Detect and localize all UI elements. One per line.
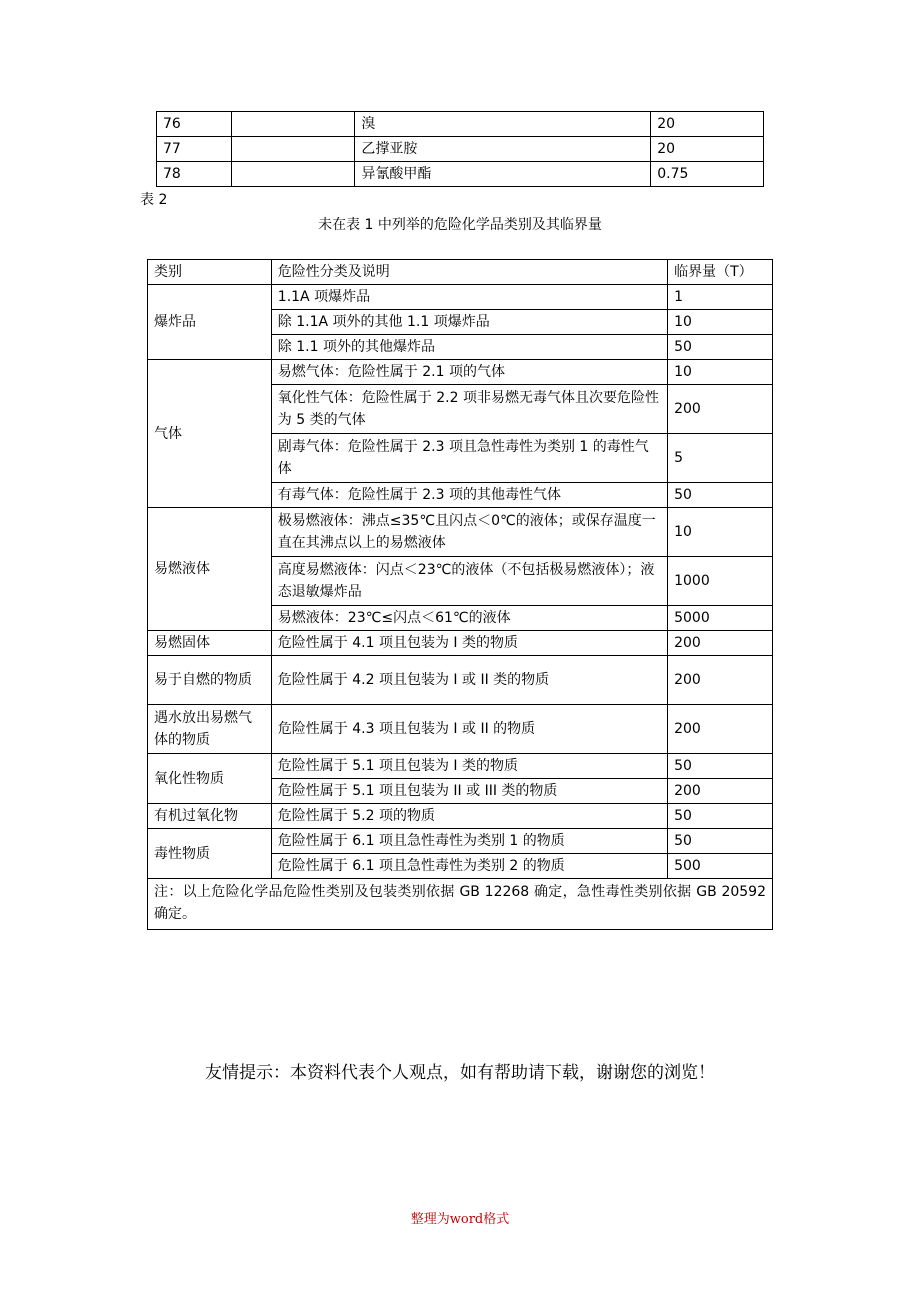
table-row — [148, 705, 773, 754]
threshold-value: 20 — [651, 112, 764, 137]
table-2-title: 未在表 1 中列举的危险化学品类别及其临界量 — [318, 217, 602, 233]
table-header-row — [148, 260, 773, 285]
threshold-cell: 500 — [668, 854, 773, 879]
description-cell: 易燃气体：危险性属于 2.1 项的气体 — [271, 360, 667, 385]
table-row — [157, 112, 764, 137]
description-cell: 危险性属于 5.2 项的物质 — [271, 804, 667, 829]
table-note: 注：以上危险化学品危险性类别及包装类别依据 GB 12268 确定，急性毒性类别依据 GB 20592 确定。 — [148, 879, 773, 930]
chemical-name: 异氰酸甲酯 — [355, 162, 651, 187]
threshold-cell: 50 — [668, 829, 773, 854]
category-cell: 气体 — [148, 360, 272, 508]
description-cell: 危险性属于 5.1 项且包装为 I 类的物质 — [271, 754, 667, 779]
row-number: 77 — [157, 137, 232, 162]
hazardous-chemicals-table-continued — [156, 111, 764, 187]
category-cell: 氧化性物质 — [148, 754, 272, 804]
threshold-cell: 50 — [668, 804, 773, 829]
category-cell: 爆炸品 — [148, 285, 272, 360]
empty-cell — [231, 137, 355, 162]
header-category: 类别 — [148, 260, 272, 285]
description-cell: 危险性属于 6.1 项且急性毒性为类别 1 的物质 — [271, 829, 667, 854]
description-cell: 除 1.1 项外的其他爆炸品 — [271, 335, 667, 360]
threshold-cell: 50 — [668, 483, 773, 508]
empty-cell — [231, 112, 355, 137]
description-cell: 危险性属于 5.1 项且包装为 II 或 III 类的物质 — [271, 779, 667, 804]
hazard-category-threshold-table — [147, 259, 773, 930]
table-row — [148, 656, 773, 705]
table-row — [148, 285, 773, 310]
table-row — [148, 508, 773, 557]
threshold-value: 0.75 — [651, 162, 764, 187]
threshold-cell: 10 — [668, 360, 773, 385]
description-cell: 剧毒气体：危险性属于 2.3 项且急性毒性为类别 1 的毒性气体 — [271, 434, 667, 483]
category-cell: 易燃液体 — [148, 508, 272, 631]
threshold-cell: 50 — [668, 335, 773, 360]
table-row — [148, 360, 773, 385]
description-cell: 高度易燃液体：闪点＜23℃的液体（不包括极易燃液体）；液态退敏爆炸品 — [271, 557, 667, 606]
table-row — [157, 137, 764, 162]
header-description: 危险性分类及说明 — [271, 260, 667, 285]
threshold-value: 20 — [651, 137, 764, 162]
row-number: 76 — [157, 112, 232, 137]
threshold-cell: 200 — [668, 631, 773, 656]
chemical-name: 乙撑亚胺 — [355, 137, 651, 162]
description-cell: 氧化性气体：危险性属于 2.2 项非易燃无毒气体且次要危险性为 5 类的气体 — [271, 385, 667, 434]
friendly-tip-text: 友情提示：本资料代表个人观点，如有帮助请下载，谢谢您的浏览！ — [205, 1063, 715, 1083]
category-cell: 易于自燃的物质 — [148, 656, 272, 705]
table-2-label: 表 2 — [140, 192, 168, 208]
table-note-row — [148, 879, 773, 930]
description-cell: 1.1A 项爆炸品 — [271, 285, 667, 310]
description-cell: 极易燃液体：沸点≤35℃且闪点＜0℃的液体；或保存温度一直在其沸点以上的易燃液体 — [271, 508, 667, 557]
description-cell: 危险性属于 4.2 项且包装为 I 或 II 类的物质 — [271, 656, 667, 705]
threshold-cell: 1 — [668, 285, 773, 310]
row-number: 78 — [157, 162, 232, 187]
table-row — [148, 754, 773, 779]
threshold-cell: 10 — [668, 508, 773, 557]
threshold-cell: 1000 — [668, 557, 773, 606]
threshold-cell: 50 — [668, 754, 773, 779]
threshold-cell: 200 — [668, 385, 773, 434]
table-row — [148, 631, 773, 656]
description-cell: 有毒气体：危险性属于 2.3 项的其他毒性气体 — [271, 483, 667, 508]
threshold-cell: 10 — [668, 310, 773, 335]
chemical-name: 溴 — [355, 112, 651, 137]
threshold-cell: 200 — [668, 705, 773, 754]
category-cell: 有机过氧化物 — [148, 804, 272, 829]
threshold-cell: 5 — [668, 434, 773, 483]
table-row — [157, 162, 764, 187]
threshold-cell: 200 — [668, 779, 773, 804]
table-row — [148, 829, 773, 854]
category-cell: 易燃固体 — [148, 631, 272, 656]
description-cell: 易燃液体：23℃≤闪点＜61℃的液体 — [271, 606, 667, 631]
empty-cell — [231, 162, 355, 187]
description-cell: 危险性属于 4.3 项且包装为 I 或 II 的物质 — [271, 705, 667, 754]
footer-text: 整理为word格式 — [410, 1212, 510, 1227]
description-cell: 危险性属于 6.1 项且急性毒性为类别 2 的物质 — [271, 854, 667, 879]
category-cell: 毒性物质 — [148, 829, 272, 879]
header-threshold: 临界量（T） — [668, 260, 773, 285]
threshold-cell: 5000 — [668, 606, 773, 631]
category-cell: 遇水放出易燃气体的物质 — [148, 705, 272, 754]
table-row — [148, 804, 773, 829]
description-cell: 危险性属于 4.1 项且包装为 I 类的物质 — [271, 631, 667, 656]
description-cell: 除 1.1A 项外的其他 1.1 项爆炸品 — [271, 310, 667, 335]
threshold-cell: 200 — [668, 656, 773, 705]
